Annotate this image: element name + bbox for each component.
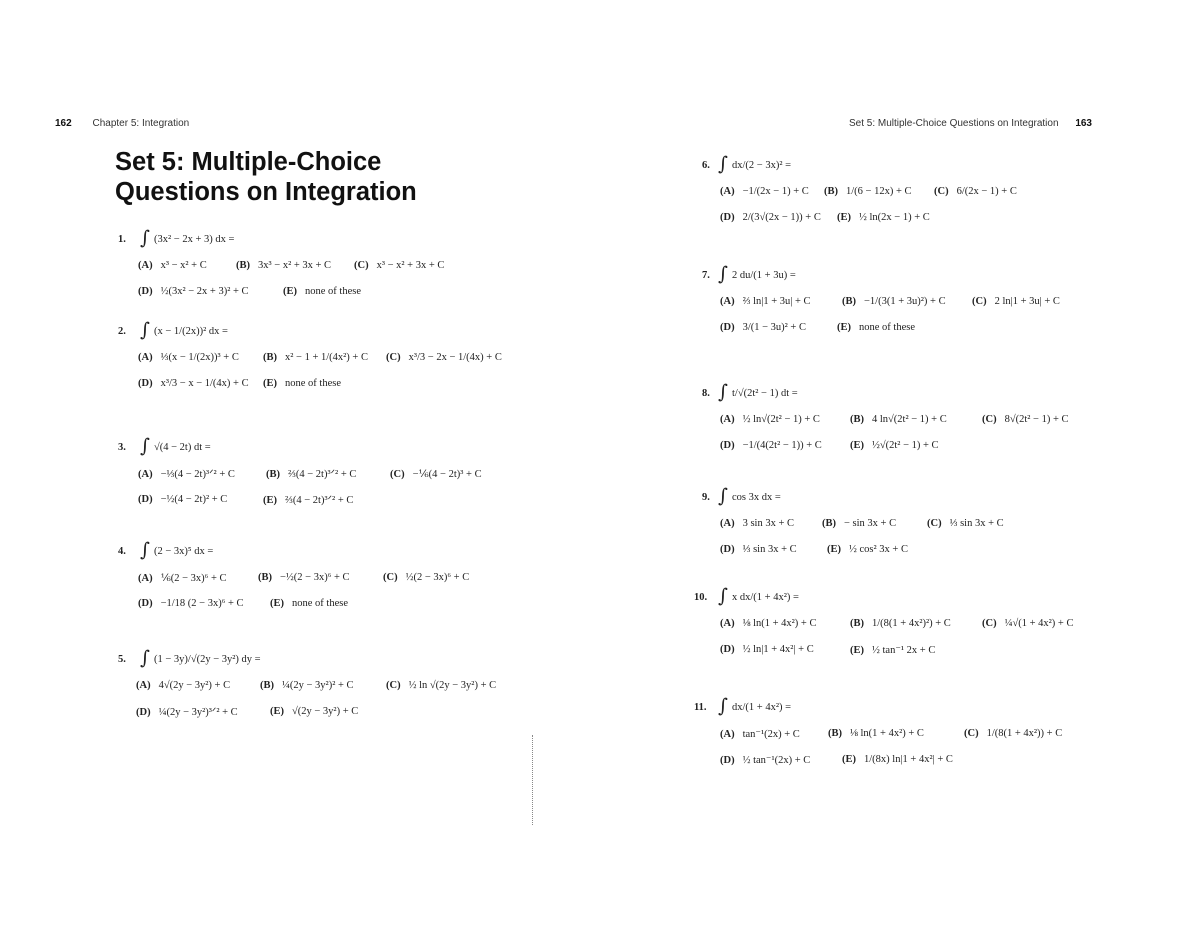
question-number: 7. (702, 270, 710, 281)
choice-c: (C) ⅓ sin 3x + C (927, 518, 1004, 529)
choice-e: (E) none of these (837, 322, 915, 333)
choice-a: (A) ⅓(x − 1/(2x))³ + C (138, 352, 239, 363)
choice-d: (D) ⅓ sin 3x + C (720, 544, 797, 555)
choice-a: (A) 3 sin 3x + C (720, 518, 795, 529)
set-title-line-1: Set 5: Multiple-Choice (115, 148, 382, 176)
question-number: 1. (118, 234, 126, 245)
integral-sign-icon: ∫ (718, 381, 728, 403)
choice-e: (E) ½ tan⁻¹ 2x + C (850, 645, 936, 656)
question-number: 8. (702, 388, 710, 399)
question-7 (702, 263, 1142, 344)
question-number: 4. (118, 546, 126, 557)
choice-c: (C) 1/(8(1 + 4x²)) + C (964, 728, 1063, 739)
choice-d: (D) ½ tan⁻¹(2x) + C (720, 755, 811, 766)
question-number: 9. (702, 492, 710, 503)
choice-a: (A) 4√(2y − 3y²) + C (136, 680, 231, 691)
integral-sign-icon: ∫ (140, 647, 150, 669)
choice-e: (E) none of these (270, 598, 348, 609)
choice-d: (D) x³/3 − x − 1/(4x) + C (138, 378, 249, 389)
choice-b: (B) 1/(8(1 + 4x²)²) + C (850, 618, 951, 629)
question-1 (118, 227, 558, 308)
choice-b: (B) ¼(2y − 3y²)² + C (260, 680, 354, 691)
choice-a: (A) −⅓(4 − 2t)³ᐟ² + C (138, 469, 235, 480)
question-11 (694, 695, 1144, 776)
integral-sign-icon: ∫ (718, 263, 728, 285)
choice-b: (B) ⅛ ln(1 + 4x²) + C (828, 728, 924, 739)
set-title (115, 147, 535, 207)
choice-c: (C) 6/(2x − 1) + C (934, 186, 1017, 197)
choice-c: (C) 8√(2t² − 1) + C (982, 414, 1069, 425)
right-running-head (849, 118, 1092, 129)
choice-e: (E) ½ cos² 3x + C (827, 544, 908, 555)
choice-e: (E) ½√(2t² − 1) + C (850, 440, 939, 451)
choice-b: (B) 3x³ − x² + 3x + C (236, 260, 332, 271)
choice-e: (E) ½ ln(2x − 1) + C (837, 212, 930, 223)
integral-sign-icon: ∫ (718, 695, 728, 717)
set-title-line-2: Questions on Integration (115, 178, 417, 206)
question-number: 5. (118, 654, 126, 665)
chapter-title: Chapter 5: Integration (92, 118, 190, 129)
choice-a: (A) ½ ln√(2t² − 1) + C (720, 414, 820, 425)
integral-sign-icon: ∫ (718, 153, 728, 175)
choice-a: (A) tan⁻¹(2x) + C (720, 729, 800, 740)
choice-a: (A) ⅙(2 − 3x)⁶ + C (138, 573, 227, 584)
question-number: 10. (694, 592, 708, 603)
choice-c: (C) x³/3 − 2x − 1/(4x) + C (386, 352, 502, 363)
choice-c: (C) −⅙(4 − 2t)³ + C (390, 469, 482, 480)
question-integrand: dx/(2 − 3x)² = (732, 160, 792, 171)
choice-b: (B) 4 ln√(2t² − 1) + C (850, 414, 947, 425)
choice-c: (C) ½(2 − 3x)⁶ + C (383, 572, 470, 583)
integral-sign-icon: ∫ (140, 539, 150, 561)
choice-c: (C) ½ ln √(2y − 3y²) + C (386, 680, 497, 691)
question-integrand: (3x² − 2x + 3) dx = (154, 234, 235, 245)
choice-b: (B) ⅔(4 − 2t)³ᐟ² + C (266, 469, 357, 480)
choice-c: (C) x³ − x² + 3x + C (354, 260, 445, 271)
question-10 (694, 585, 1144, 666)
choice-d: (D) −1/18 (2 − 3x)⁶ + C (138, 598, 244, 609)
choice-a: (A) ⅛ ln(1 + 4x²) + C (720, 618, 817, 629)
right-page (600, 0, 1200, 927)
question-5 (118, 647, 558, 728)
choice-e: (E) none of these (263, 378, 341, 389)
question-integrand: √(4 − 2t) dt = (154, 442, 211, 453)
choice-b: (B) −½(2 − 3x)⁶ + C (258, 572, 350, 583)
choice-d: (D) ½ ln|1 + 4x²| + C (720, 644, 814, 655)
question-8 (702, 381, 1142, 462)
integral-sign-icon: ∫ (718, 585, 728, 607)
integral-sign-icon: ∫ (140, 435, 150, 457)
choice-e: (E) √(2y − 3y²) + C (270, 706, 359, 717)
question-integrand: 2 du/(1 + 3u) = (732, 270, 796, 281)
question-9 (702, 485, 1142, 566)
question-number: 6. (702, 160, 710, 171)
question-6 (702, 153, 1142, 234)
choice-e: (E) ⅔(4 − 2t)³ᐟ² + C (263, 495, 354, 506)
question-integrand: t/√(2t² − 1) dt = (732, 388, 798, 399)
choice-d: (D) ¼(2y − 3y²)³ᐟ² + C (136, 707, 238, 718)
choice-d: (D) −1/(4(2t² − 1)) + C (720, 440, 822, 451)
left-page-number: 162 (55, 118, 72, 129)
choice-c: (C) 2 ln|1 + 3u| + C (972, 296, 1060, 307)
choice-e: (E) 1/(8x) ln|1 + 4x²| + C (842, 754, 953, 765)
choice-a: (A) x³ − x² + C (138, 260, 207, 271)
choice-d: (D) 3/(1 − 3u)² + C (720, 322, 806, 333)
right-page-number: 163 (1075, 118, 1092, 129)
choice-d: (D) −½(4 − 2t)² + C (138, 494, 228, 505)
gutter-divider (532, 735, 535, 825)
choice-e: (E) none of these (283, 286, 361, 297)
choice-a: (A) −1/(2x − 1) + C (720, 186, 809, 197)
question-number: 11. (694, 702, 707, 713)
choice-c: (C) ¼√(1 + 4x²) + C (982, 618, 1074, 629)
question-integrand: cos 3x dx = (732, 492, 781, 503)
question-number: 2. (118, 326, 126, 337)
section-title: Set 5: Multiple-Choice Questions on Integration (848, 118, 1059, 129)
integral-sign-icon: ∫ (140, 319, 150, 341)
question-integrand: dx/(1 + 4x²) = (732, 702, 792, 713)
integral-sign-icon: ∫ (140, 227, 150, 249)
question-integrand: (1 − 3y)/√(2y − 3y²) dy = (154, 654, 261, 665)
choice-d: (D) ½(3x² − 2x + 3)² + C (138, 286, 249, 297)
question-4 (118, 539, 558, 620)
choice-b: (B) 1/(6 − 12x) + C (824, 186, 912, 197)
question-integrand: (x − 1/(2x))² dx = (154, 326, 228, 337)
question-number: 3. (118, 442, 126, 453)
question-3 (118, 435, 558, 516)
question-integrand: x dx/(1 + 4x²) = (732, 592, 799, 603)
choice-b: (B) −1/(3(1 + 3u)²) + C (842, 296, 946, 307)
question-integrand: (2 − 3x)⁵ dx = (154, 546, 214, 557)
choice-b: (B) − sin 3x + C (822, 518, 897, 529)
integral-sign-icon: ∫ (718, 485, 728, 507)
choice-a: (A) ⅔ ln|1 + 3u| + C (720, 296, 811, 307)
choice-d: (D) 2/(3√(2x − 1)) + C (720, 212, 821, 223)
left-running-head (55, 118, 189, 129)
question-2 (118, 319, 558, 400)
choice-b: (B) x² − 1 + 1/(4x²) + C (263, 352, 368, 363)
